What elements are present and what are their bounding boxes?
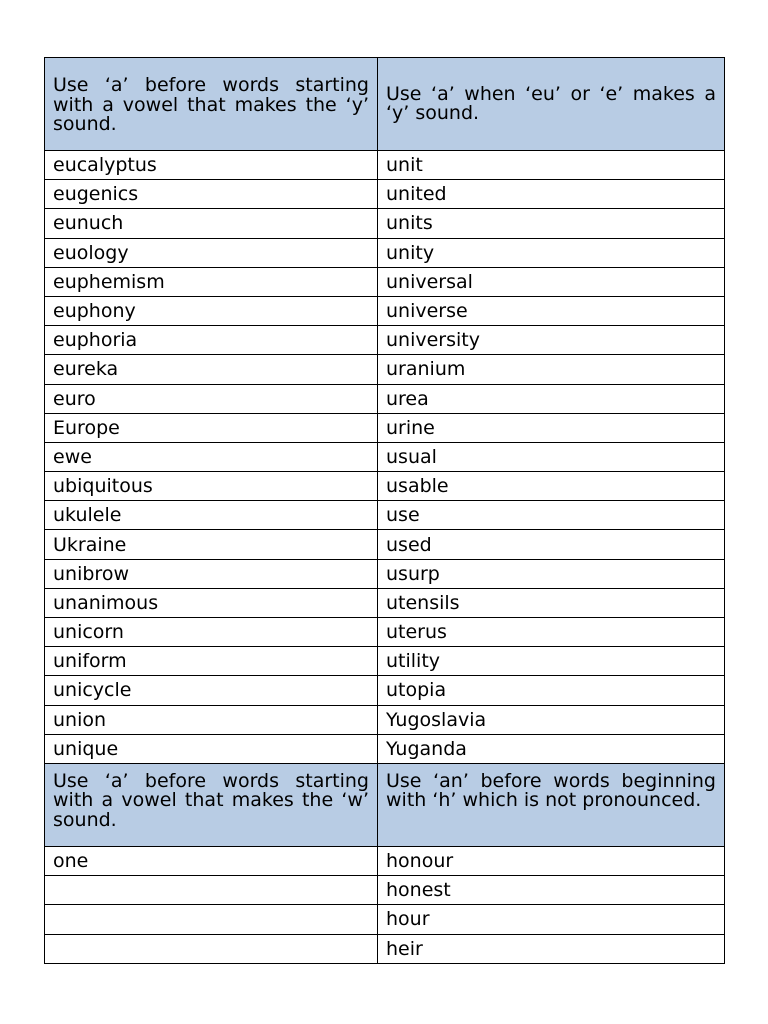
table-row xyxy=(45,705,725,734)
table-row xyxy=(45,676,725,705)
word-cell-left: unicycle xyxy=(45,676,378,705)
word-cell-right: honest xyxy=(378,876,725,905)
table-row xyxy=(45,238,725,267)
word-cell-right: use xyxy=(378,501,725,530)
word-cell-left: eunuch xyxy=(45,209,378,238)
word-cell-left: euphony xyxy=(45,296,378,325)
word-cell-right: usurp xyxy=(378,559,725,588)
word-cell-left: ubiquitous xyxy=(45,472,378,501)
word-cell-left xyxy=(45,934,378,963)
table-row xyxy=(45,472,725,501)
word-cell-left: ewe xyxy=(45,442,378,471)
table-row xyxy=(45,501,725,530)
header-left-vowel-y-sound: Use ‘a’ before words starting with a vowel that makes the ‘y’ sound. xyxy=(45,58,378,151)
header-right-silent-h: Use ‘an’ before words beginning with ‘h’ which is not pronounced. xyxy=(378,763,725,846)
word-cell-right: unit xyxy=(378,151,725,180)
word-table-sheet xyxy=(44,57,724,964)
table-row xyxy=(45,934,725,963)
word-cell-right: universal xyxy=(378,267,725,296)
word-cell-right: heir xyxy=(378,934,725,963)
word-cell-left xyxy=(45,905,378,934)
table-row xyxy=(45,846,725,875)
word-cell-left: eucalyptus xyxy=(45,151,378,180)
header-row-w-h-sound xyxy=(45,763,725,846)
table-row xyxy=(45,326,725,355)
table-row xyxy=(45,559,725,588)
word-cell-left: unanimous xyxy=(45,588,378,617)
word-cell-right: units xyxy=(378,209,725,238)
word-cell-right: utility xyxy=(378,647,725,676)
word-cell-right: used xyxy=(378,530,725,559)
header-row-y-sound xyxy=(45,58,725,151)
table-row xyxy=(45,905,725,934)
word-cell-right: hour xyxy=(378,905,725,934)
table-row xyxy=(45,734,725,763)
word-table-body xyxy=(45,58,725,964)
word-cell-right: urine xyxy=(378,413,725,442)
word-cell-right: urea xyxy=(378,384,725,413)
word-cell-left: unibrow xyxy=(45,559,378,588)
word-cell-left: union xyxy=(45,705,378,734)
word-cell-right: universe xyxy=(378,296,725,325)
header-left-vowel-w-sound: Use ‘a’ before words starting with a vowel that makes the ‘w’ sound. xyxy=(45,763,378,846)
word-table xyxy=(44,57,725,964)
table-row xyxy=(45,355,725,384)
word-cell-left: unique xyxy=(45,734,378,763)
table-row xyxy=(45,618,725,647)
word-cell-right: uterus xyxy=(378,618,725,647)
word-cell-left: euphoria xyxy=(45,326,378,355)
word-cell-right: usable xyxy=(378,472,725,501)
table-row xyxy=(45,151,725,180)
word-cell-right: united xyxy=(378,180,725,209)
table-row xyxy=(45,267,725,296)
word-cell-left: uniform xyxy=(45,647,378,676)
table-row xyxy=(45,647,725,676)
word-cell-left: ukulele xyxy=(45,501,378,530)
word-cell-left: eureka xyxy=(45,355,378,384)
word-cell-right: usual xyxy=(378,442,725,471)
table-row xyxy=(45,442,725,471)
word-cell-right: Yugoslavia xyxy=(378,705,725,734)
word-cell-right: honour xyxy=(378,846,725,875)
word-cell-left: Ukraine xyxy=(45,530,378,559)
table-row xyxy=(45,413,725,442)
word-cell-right: university xyxy=(378,326,725,355)
word-cell-right: utopia xyxy=(378,676,725,705)
word-cell-left: euphemism xyxy=(45,267,378,296)
word-cell-left: euro xyxy=(45,384,378,413)
word-cell-right: Yuganda xyxy=(378,734,725,763)
table-row xyxy=(45,588,725,617)
word-cell-right: utensils xyxy=(378,588,725,617)
table-row xyxy=(45,876,725,905)
table-row xyxy=(45,384,725,413)
table-row xyxy=(45,530,725,559)
table-row xyxy=(45,296,725,325)
word-cell-left xyxy=(45,876,378,905)
table-row xyxy=(45,209,725,238)
word-cell-left: unicorn xyxy=(45,618,378,647)
word-cell-right: uranium xyxy=(378,355,725,384)
word-cell-left: Europe xyxy=(45,413,378,442)
table-row xyxy=(45,180,725,209)
word-cell-left: euology xyxy=(45,238,378,267)
header-right-eu-y-sound: Use ‘a’ when ‘eu’ or ‘e’ makes a ‘y’ sound. xyxy=(378,58,725,151)
word-cell-left: eugenics xyxy=(45,180,378,209)
word-cell-right: unity xyxy=(378,238,725,267)
word-cell-left: one xyxy=(45,846,378,875)
